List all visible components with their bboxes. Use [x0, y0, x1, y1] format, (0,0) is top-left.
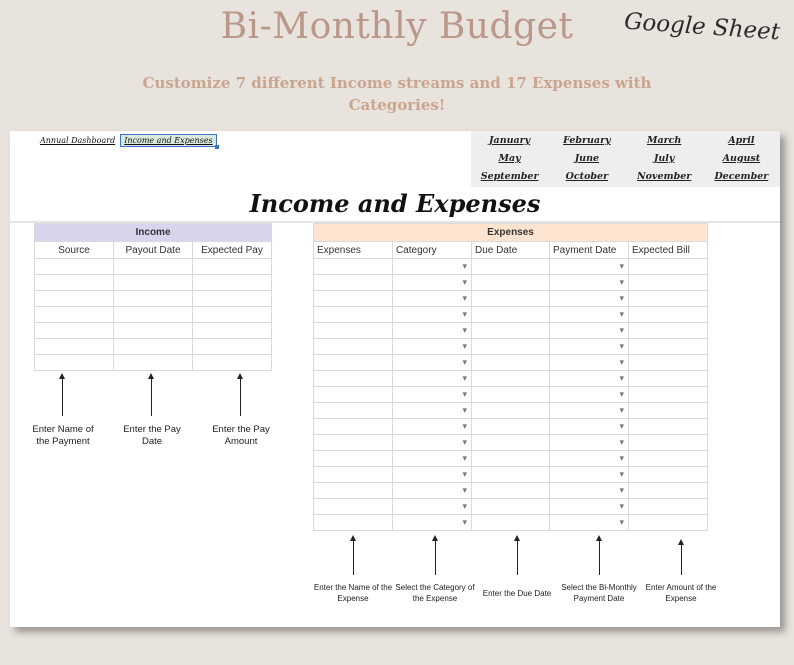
income-cell[interactable]	[114, 259, 193, 275]
expense-cell[interactable]	[314, 275, 393, 291]
month-link[interactable]: February	[563, 135, 611, 146]
expense-cell[interactable]	[629, 387, 708, 403]
income-cell[interactable]	[35, 339, 114, 355]
expense-cell[interactable]	[629, 339, 708, 355]
income-cell[interactable]	[35, 307, 114, 323]
expense-cell[interactable]	[314, 307, 393, 323]
expense-cell[interactable]	[314, 419, 393, 435]
dropdown-cell[interactable]	[550, 323, 629, 339]
up-arrow-icon	[435, 540, 436, 575]
up-arrow-icon	[62, 378, 63, 416]
expense-cell[interactable]	[629, 451, 708, 467]
table-row	[314, 467, 708, 483]
expense-cell[interactable]	[629, 291, 708, 307]
column-header: Payment Date	[550, 242, 629, 259]
expense-cell[interactable]	[629, 435, 708, 451]
table-row	[314, 451, 708, 467]
income-cell[interactable]	[114, 291, 193, 307]
dropdown-cell[interactable]	[393, 355, 472, 371]
column-header: Expected Bill	[629, 242, 708, 259]
month-link[interactable]: November	[636, 171, 692, 182]
table-row	[35, 291, 272, 307]
note-line: the Payment	[36, 436, 90, 447]
expense-cell[interactable]	[472, 419, 550, 435]
dropdown-cell[interactable]	[393, 275, 472, 291]
income-cell[interactable]	[193, 259, 272, 275]
month-link[interactable]: October	[565, 171, 609, 182]
expense-cell[interactable]	[314, 291, 393, 307]
dropdown-cell[interactable]	[393, 451, 472, 467]
expense-cell[interactable]	[314, 499, 393, 515]
dropdown-cell[interactable]	[550, 483, 629, 499]
dropdown-cell[interactable]	[393, 467, 472, 483]
dropdown-cell[interactable]	[550, 451, 629, 467]
note-line: Select the Bi-Monthly	[561, 583, 637, 592]
table-row	[314, 275, 708, 291]
expense-cell[interactable]	[629, 515, 708, 531]
brand-signature: Google Sheet	[623, 8, 781, 46]
income-cell[interactable]	[35, 323, 114, 339]
up-arrow-icon	[599, 540, 600, 575]
income-cell[interactable]	[114, 339, 193, 355]
expense-note	[556, 582, 642, 604]
month-link[interactable]: January	[489, 135, 531, 146]
expense-cell[interactable]	[629, 467, 708, 483]
expense-cell[interactable]	[629, 499, 708, 515]
subtitle-line: Customize 7 different Income streams and 17 Expenses with	[142, 74, 652, 92]
expense-cell[interactable]	[629, 355, 708, 371]
page-title: Bi-Monthly Budget	[220, 6, 574, 47]
subtitle-line: Categories!	[348, 96, 446, 114]
table-row	[314, 355, 708, 371]
up-arrow-icon	[681, 544, 682, 575]
expense-cell[interactable]	[314, 339, 393, 355]
table-row	[35, 339, 272, 355]
dropdown-cell[interactable]	[393, 403, 472, 419]
dropdown-cell[interactable]	[550, 355, 629, 371]
dropdown-cell[interactable]	[550, 499, 629, 515]
dropdown-cell[interactable]	[550, 467, 629, 483]
expense-cell[interactable]	[472, 515, 550, 531]
dropdown-cell[interactable]	[393, 419, 472, 435]
income-note	[22, 424, 104, 448]
table-row	[314, 371, 708, 387]
income-table	[34, 223, 272, 371]
expense-note	[310, 582, 396, 604]
income-cell[interactable]	[193, 307, 272, 323]
dropdown-cell[interactable]	[393, 307, 472, 323]
table-row	[314, 419, 708, 435]
dropdown-cell[interactable]	[550, 515, 629, 531]
table-row	[314, 307, 708, 323]
income-cell[interactable]	[193, 355, 272, 371]
expense-cell[interactable]	[472, 291, 550, 307]
expense-cell[interactable]	[472, 371, 550, 387]
expense-cell[interactable]	[472, 259, 550, 275]
column-header: Category	[393, 242, 472, 259]
month-links	[471, 131, 780, 187]
note-line: the Expense	[412, 594, 458, 603]
income-note	[111, 424, 193, 448]
link-annual-dashboard[interactable]: Annual Dashboard	[40, 136, 116, 145]
table-row	[314, 339, 708, 355]
dropdown-cell[interactable]	[550, 275, 629, 291]
income-cell[interactable]	[193, 323, 272, 339]
dropdown-cell[interactable]	[393, 339, 472, 355]
expense-cell[interactable]	[314, 451, 393, 467]
column-header: Source	[35, 242, 114, 259]
table-row	[314, 259, 708, 275]
expense-cell[interactable]	[314, 435, 393, 451]
expense-cell[interactable]	[472, 467, 550, 483]
dropdown-cell[interactable]	[393, 291, 472, 307]
month-link[interactable]: July	[653, 153, 675, 164]
note-line: Date	[141, 436, 163, 447]
expense-cell[interactable]	[314, 403, 393, 419]
note-line: Enter Name of	[32, 424, 94, 435]
income-cell[interactable]	[35, 291, 114, 307]
table-row	[314, 387, 708, 403]
expense-cell[interactable]	[314, 259, 393, 275]
dropdown-cell[interactable]	[393, 371, 472, 387]
month-link[interactable]: December	[714, 171, 769, 182]
dropdown-cell[interactable]	[550, 291, 629, 307]
income-cell[interactable]	[193, 291, 272, 307]
income-cell[interactable]	[193, 275, 272, 291]
table-row	[314, 291, 708, 307]
sheet-title: Income and Expenses	[249, 189, 541, 218]
expenses-table	[313, 223, 708, 531]
income-note	[200, 424, 282, 448]
month-link[interactable]: April	[728, 135, 755, 146]
table-row	[314, 323, 708, 339]
month-link[interactable]: March	[646, 135, 682, 146]
sheet-nav	[38, 134, 217, 147]
income-cell[interactable]	[114, 355, 193, 371]
expense-cell[interactable]	[629, 323, 708, 339]
expense-cell[interactable]	[314, 483, 393, 499]
table-row	[35, 275, 272, 291]
dropdown-cell[interactable]	[550, 435, 629, 451]
note-line: Payment Date	[573, 594, 625, 603]
expense-cell[interactable]	[472, 323, 550, 339]
dropdown-cell[interactable]	[393, 387, 472, 403]
up-arrow-icon	[517, 540, 518, 575]
dropdown-cell[interactable]	[550, 339, 629, 355]
expense-cell[interactable]	[314, 467, 393, 483]
table-row	[314, 403, 708, 419]
expense-cell[interactable]	[472, 307, 550, 323]
note-line: Enter the Name of the	[313, 583, 393, 592]
column-header: Expected Pay	[193, 242, 272, 259]
expense-cell[interactable]	[314, 387, 393, 403]
expense-cell[interactable]	[629, 371, 708, 387]
dropdown-cell[interactable]	[550, 387, 629, 403]
expense-cell[interactable]	[472, 451, 550, 467]
expense-cell[interactable]	[629, 483, 708, 499]
expense-note	[392, 582, 478, 604]
note-line: Enter Amount of the	[645, 583, 717, 592]
income-cell[interactable]	[114, 307, 193, 323]
note-line: Expense	[665, 594, 697, 603]
expense-cell[interactable]	[472, 483, 550, 499]
subtitle	[120, 72, 674, 116]
expense-cell[interactable]	[472, 355, 550, 371]
dropdown-cell[interactable]	[393, 259, 472, 275]
table-row	[35, 355, 272, 371]
expense-cell[interactable]	[472, 387, 550, 403]
expense-cell[interactable]	[472, 339, 550, 355]
month-link[interactable]: September	[480, 171, 539, 182]
expense-cell[interactable]	[314, 515, 393, 531]
expense-note	[638, 582, 724, 604]
month-link[interactable]: August	[722, 153, 761, 164]
note-line: Select the Category of	[395, 583, 475, 592]
spreadsheet	[10, 131, 780, 627]
table-row	[35, 259, 272, 275]
table-row	[314, 483, 708, 499]
up-arrow-icon	[240, 378, 241, 416]
up-arrow-icon	[151, 378, 152, 416]
income-cell[interactable]	[35, 275, 114, 291]
note-line: Enter the Due Date	[482, 589, 552, 598]
income-caption: Income	[35, 224, 272, 242]
column-header: Due Date	[472, 242, 550, 259]
note-line: Expense	[337, 594, 369, 603]
expense-cell[interactable]	[314, 323, 393, 339]
dropdown-cell[interactable]	[550, 403, 629, 419]
table-row	[314, 499, 708, 515]
expense-cell[interactable]	[629, 275, 708, 291]
expense-cell[interactable]	[629, 259, 708, 275]
income-cell[interactable]	[114, 323, 193, 339]
expense-cell[interactable]	[472, 499, 550, 515]
month-link[interactable]: May	[498, 153, 521, 164]
dropdown-cell[interactable]	[393, 515, 472, 531]
note-line: Enter the Pay	[123, 424, 181, 435]
dropdown-cell[interactable]	[550, 419, 629, 435]
expense-cell[interactable]	[472, 435, 550, 451]
expense-cell[interactable]	[629, 419, 708, 435]
dropdown-cell[interactable]	[550, 259, 629, 275]
expense-note	[474, 588, 560, 599]
link-income-and-expenses[interactable]: Income and Expenses	[120, 134, 216, 147]
note-line: Amount	[224, 436, 258, 447]
dropdown-cell[interactable]	[393, 483, 472, 499]
column-header: Expenses	[314, 242, 393, 259]
table-row	[35, 307, 272, 323]
dropdown-cell[interactable]	[393, 435, 472, 451]
expense-cell[interactable]	[314, 371, 393, 387]
expense-cell[interactable]	[629, 307, 708, 323]
table-row	[314, 515, 708, 531]
table-row	[35, 323, 272, 339]
up-arrow-icon	[353, 540, 354, 575]
expense-cell[interactable]	[472, 275, 550, 291]
income-cell[interactable]	[35, 259, 114, 275]
expenses-caption: Expenses	[314, 224, 708, 242]
dropdown-cell[interactable]	[550, 307, 629, 323]
income-cell[interactable]	[114, 275, 193, 291]
income-cell[interactable]	[35, 355, 114, 371]
expense-cell[interactable]	[472, 403, 550, 419]
dropdown-cell[interactable]	[393, 323, 472, 339]
expense-cell[interactable]	[629, 403, 708, 419]
column-header: Payout Date	[114, 242, 193, 259]
table-row	[314, 435, 708, 451]
expense-cell[interactable]	[314, 355, 393, 371]
income-cell[interactable]	[193, 339, 272, 355]
dropdown-cell[interactable]	[393, 499, 472, 515]
month-link[interactable]: June	[574, 153, 600, 164]
note-line: Enter the Pay	[212, 424, 270, 435]
dropdown-cell[interactable]	[550, 371, 629, 387]
